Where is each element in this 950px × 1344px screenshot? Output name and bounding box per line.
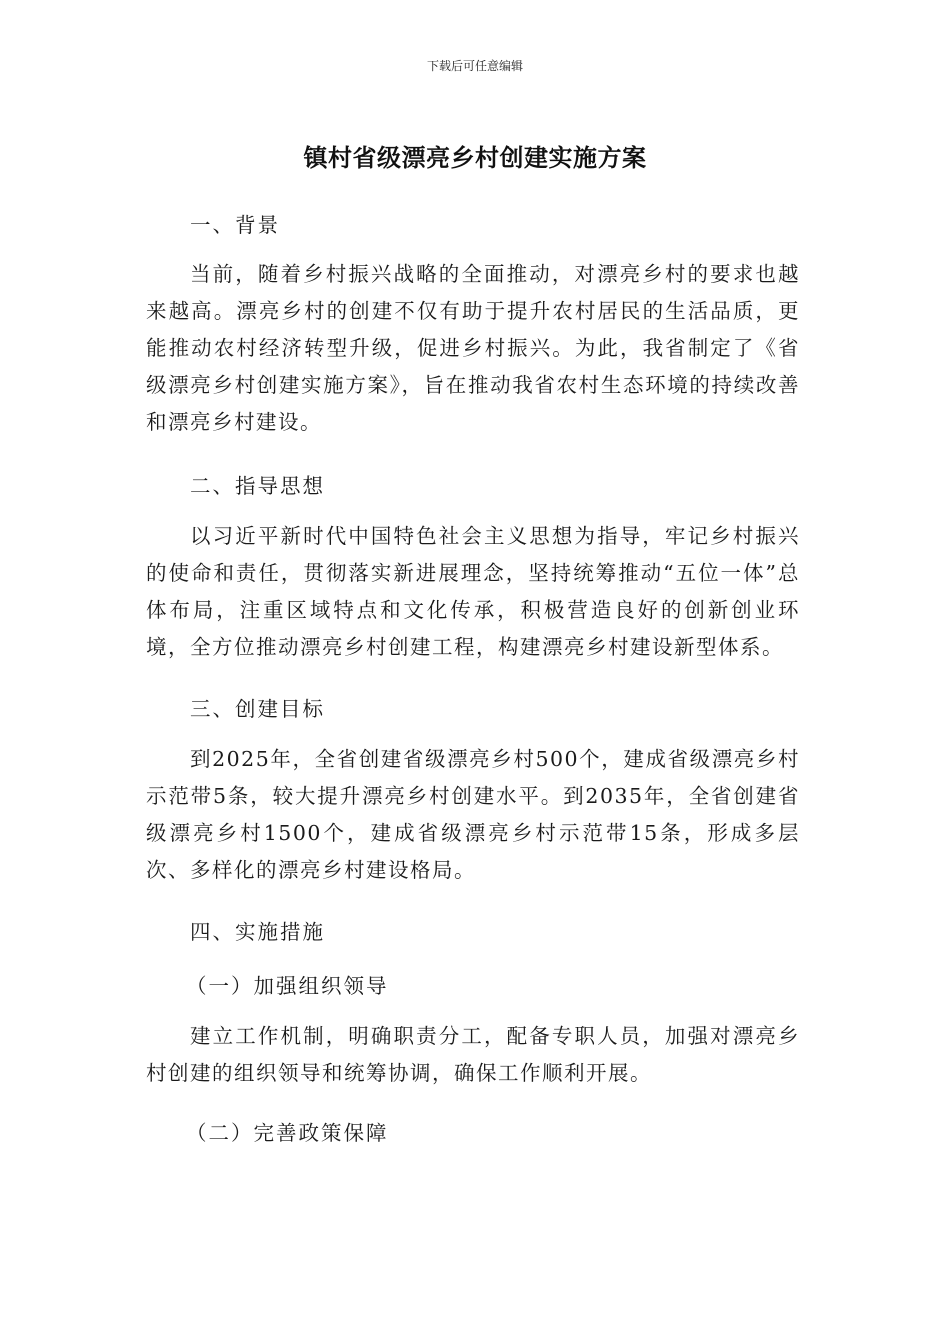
subsection-heading-leadership: （一）加强组织领导 xyxy=(186,974,389,998)
subsection-heading-policy: （二）完善政策保障 xyxy=(186,1121,389,1145)
paragraph-goals xyxy=(146,741,800,889)
paragraph-text: 以习近平新时代中国特色社会主义思想为指导，牢记乡村振兴的使命和责任，贯彻落实新进展理念，坚持统筹推动“五位一体”总体布局，注重区域特点和文化传承，积极营造良好的创新创业环境，全方位推动漂亮乡村创建工程，构建漂亮乡村建设新型体系。 xyxy=(146,524,800,659)
section-heading-measures: 四、实施措施 xyxy=(190,920,325,944)
paragraph-text: 到2025年，全省创建省级漂亮乡村500个，建成省级漂亮乡村示范带5条，较大提升漂亮乡村创建水平。到2035年，全省创建省级漂亮乡村1500个，建成省级漂亮乡村示范带15条，形成多层次、多样化的漂亮乡村建设格局。 xyxy=(146,747,800,882)
paragraph-text: 当前，随着乡村振兴战略的全面推动，对漂亮乡村的要求也越来越高。漂亮乡村的创建不仅有助于提升农村居民的生活品质，更能推动农村经济转型升级，促进乡村振兴。为此，我省制定了《省级漂亮乡村创建实施方案》，旨在推动我省农村生态环境的持续改善和漂亮乡村建设。 xyxy=(146,262,800,434)
section-heading-guiding: 二、指导思想 xyxy=(190,474,325,498)
paragraph-text: 建立工作机制，明确职责分工，配备专职人员，加强对漂亮乡村创建的组织领导和统筹协调，确保工作顺利开展。 xyxy=(146,1024,800,1085)
section-heading-background: 一、背景 xyxy=(190,213,280,237)
section-heading-goals: 三、创建目标 xyxy=(190,697,325,721)
paragraph-guiding xyxy=(146,518,800,666)
document-title: 镇村省级漂亮乡村创建实施方案 xyxy=(303,144,647,172)
paragraph-background xyxy=(146,256,800,441)
paragraph-leadership xyxy=(146,1018,800,1092)
header-note: 下载后可任意编辑 xyxy=(426,59,523,73)
